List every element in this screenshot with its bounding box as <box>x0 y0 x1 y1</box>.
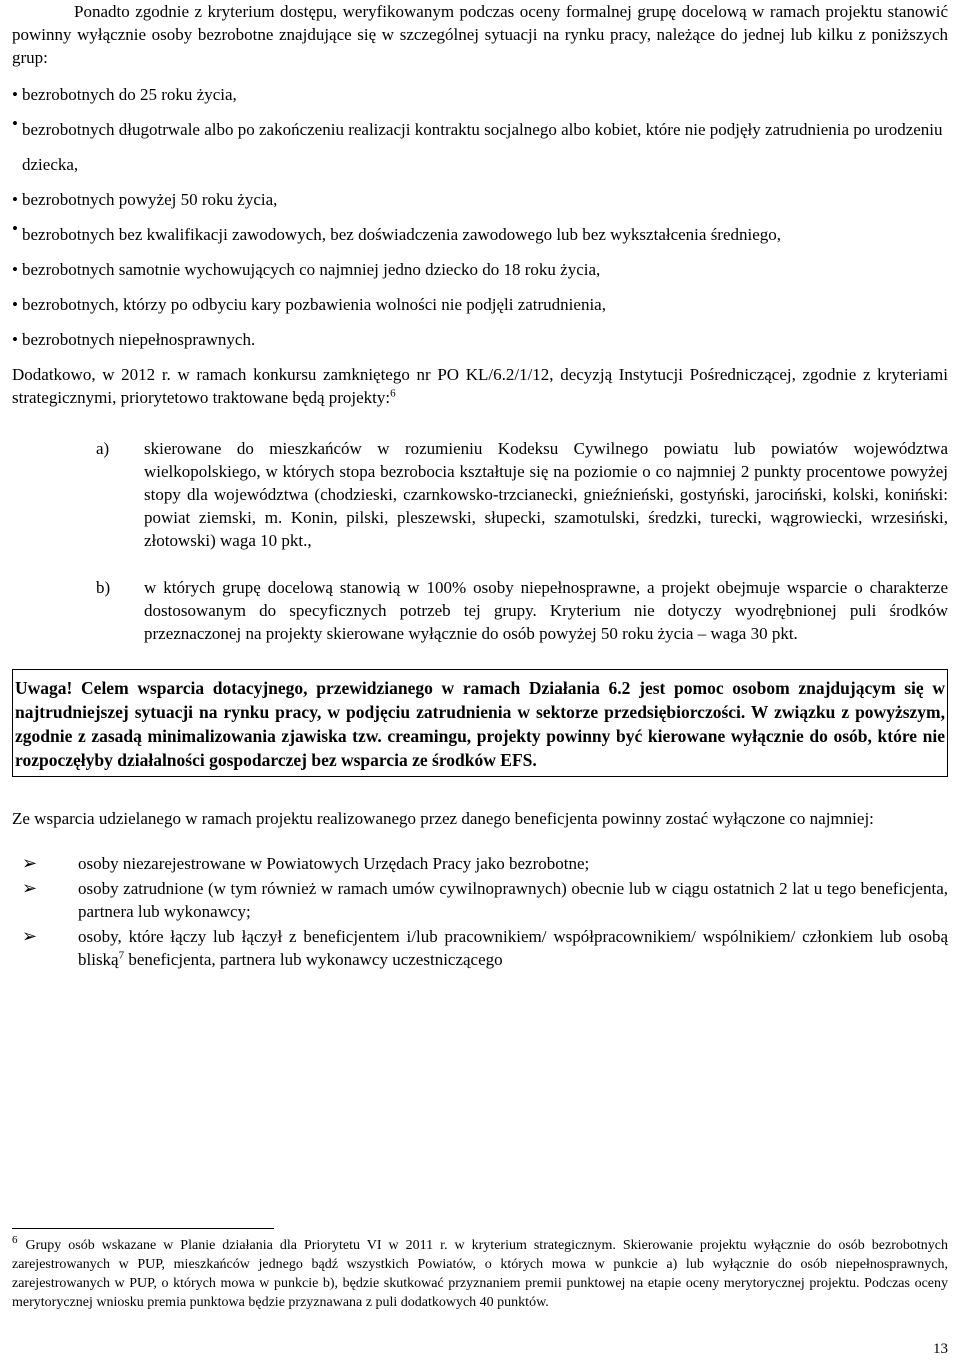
strategic-criteria-paragraph: Dodatkowo, w 2012 r. w ramach konkursu zamkniętego nr PO KL/6.2/1/12, decyzją Instytucji Pośredniczącej, zgodnie z kryteriami strategicznymi, priorytetowo traktowane będą projekty:$^6$ <box>12 365 948 407</box>
footnote-number: 6 <box>12 1234 18 1247</box>
bullet-icon: • <box>12 219 18 238</box>
footnote <box>12 1236 948 1312</box>
footnote-ref: 7 <box>118 949 125 962</box>
arrow-bullet-icon: ➢ <box>22 853 38 873</box>
footnote-ref: 6 <box>390 387 396 400</box>
bullet-icon: • <box>12 260 18 279</box>
criterion-label: a) <box>96 439 110 458</box>
bullet-icon: • <box>12 330 18 349</box>
list-item: • bezrobotnych niepełnosprawnych. <box>12 330 256 349</box>
list-item: • bezrobotnych bez kwalifikacji zawodowych, bez doświadczenia zawodowego lub bez wykształcenia średniego, <box>12 219 782 244</box>
list-item: • bezrobotnych powyżej 50 roku życia, <box>12 190 278 209</box>
criterion-text: skierowane do mieszkańców w rozumieniu Kodeksu Cywilnego powiatu lub powiatów województwa wielkopolskiego, w których stopa bezrobocia kształtuje się na poziomie o co najmniej 2 punkty procentowe powyżej stopy dla województwa (chodzieski, czarnkowsko-trzcianecki, gnieźnieński, gostyński, jarociński, kolski, koniński: powiat ziemski, m. Konin, pilski, pleszewski, słupecki, szamotulski, średzki, turecki, wągrowiecki, wrzesiński, złotowski) waga 10 pkt., <box>144 439 948 550</box>
notice-box <box>12 669 948 777</box>
intro-paragraph: Ponadto zgodnie z kryterium dostępu, weryfikowanym podczas oceny formalnej grupę docelową w ramach projektu stanowić powinny wyłącznie osoby bezrobotne znajdujące się w szczególnej sytuacji na rynku pracy, należące do jednej lub kilku z poniższych grup: <box>12 2 948 67</box>
footnote-text: Grupy osób wskazane w Planie działania dla Priorytetu VI w 2011 r. w kryterium strategicznym. Skierowanie projektu wyłącznie do osób bezrobotnych zarejestrowanych w PUP, mieszkańców jednego bądź wszystkich Powiatów, o których mowa w punkcie a) lub wyłącznie do osób niepełnosprawnych, zarejestrowanych w PUP, o których mowa w punkcie b), będzie skutkować przyznaniem premii punktowej na etapie oceny merytorycznej projektu. Podczas oceny merytorycznej wniosku premia punktowa będzie przyznawana z puli dodatkowych 40 punktów. <box>12 1238 948 1310</box>
exclusion-list <box>12 852 948 971</box>
bullet-icon: • <box>12 190 18 209</box>
criteria-list <box>12 437 948 645</box>
bullet-icon: • <box>12 85 18 104</box>
footnote-divider <box>12 1228 274 1229</box>
criterion-text: w których grupę docelową stanowią w 100% osoby niepełnosprawne, a projekt obejmuje wsparcie o charakterze dostosowanym do specyficznych potrzeb tej grupy. Kryterium nie dotyczy wyodrębnionej puli środków przeznaczonej na projekty skierowane wyłącznie do osób powyżej 50 roku życia – waga 30 pkt. <box>144 578 948 643</box>
bullet-icon: • <box>12 295 18 314</box>
notice-text: Uwaga! Celem wsparcia dotacyjnego, przewidzianego w ramach Działania 6.2 jest pomoc osobom znajdującym się w najtrudniejszej sytuacji na rynku pracy, w podjęciu zatrudnienia w sektorze przedsiębiorczości. W związku z powyższym, zgodnie z zasadą minimalizowania zjawiska tzw. creamingu, projekty powinny być kierowane wyłącznie do osób, które nie rozpoczęłyby działalności gospodarczej bez wsparcia ze środków EFS. <box>15 678 945 770</box>
list-item <box>96 437 948 552</box>
page-number: 13 <box>933 1341 948 1357</box>
list-item <box>96 576 948 645</box>
list-item: • bezrobotnych długotrwale albo po zakończeniu realizacji kontraktu socjalnego albo kobiet, które nie podjęły zatrudnienia po urodzeniu dziecka, <box>12 114 943 174</box>
bullet-icon: • <box>12 114 18 133</box>
target-group-list <box>12 83 948 351</box>
list-item: • bezrobotnych, którzy po odbyciu kary pozbawienia wolności nie podjęli zatrudnienia, <box>12 295 606 314</box>
exclusion-intro: Ze wsparcia udzielanego w ramach projektu realizowanego przez danego beneficjenta powinny zostać wyłączone co najmniej: <box>12 809 874 828</box>
list-item: ➢ osoby zatrudnione (w tym również w ramach umów cywilnoprawnych) obecnie lub w ciągu ostatnich 2 lat u tego beneficjenta, partnera lub wykonawcy; <box>12 877 948 923</box>
list-item: ➢ osoby, które łączy lub łączył z beneficjentem i/lub pracownikiem/ współpracownikiem/ wspólnikiem/ członkiem lub osobą bliską$^7$ beneficjenta, partnera lub wykonawcy uczestniczącego <box>12 925 948 971</box>
list-item: • bezrobotnych samotnie wychowujących co najmniej jedno dziecko do 18 roku życia, <box>12 260 601 279</box>
criterion-label: b) <box>96 578 111 597</box>
list-item: • bezrobotnych do 25 roku życia, <box>12 85 237 104</box>
arrow-bullet-icon: ➢ <box>22 926 38 946</box>
document-page <box>12 0 948 1357</box>
arrow-bullet-icon: ➢ <box>22 878 38 898</box>
list-item: ➢ osoby niezarejestrowane w Powiatowych Urzędach Pracy jako bezrobotne; <box>12 852 948 875</box>
